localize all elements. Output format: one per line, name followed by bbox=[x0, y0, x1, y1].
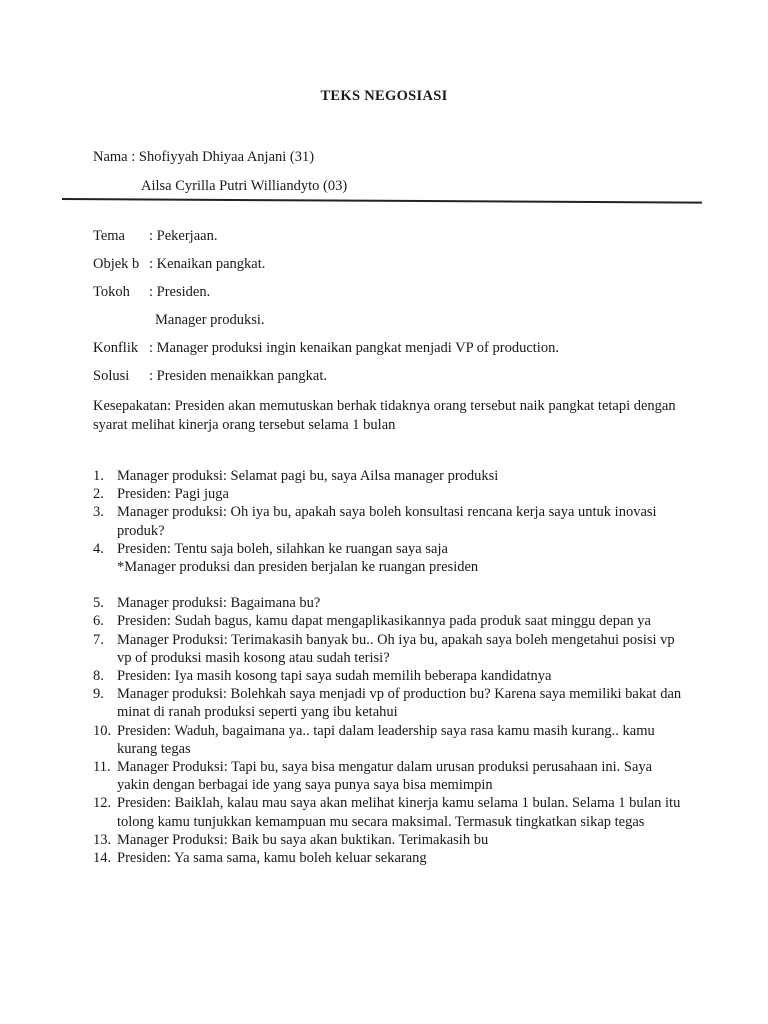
dialog-text: Manager produksi: Bolehkah saya menjadi vp of production bu? Karena saya memiliki bakat dan minat di ranah produksi seperti yang ibu ketahui bbox=[117, 686, 682, 721]
author-names bbox=[93, 143, 347, 201]
stage-direction: *Manager produksi dan presiden berjalan ke ruangan presiden bbox=[117, 559, 479, 576]
dialog-number: 9. bbox=[93, 686, 104, 703]
dialog-item bbox=[93, 540, 683, 576]
dialog-number: 12. bbox=[93, 795, 112, 812]
dialog-text: Presiden: Pagi juga bbox=[117, 486, 229, 503]
dialog-number: 1. bbox=[93, 468, 104, 484]
objek-value: : Kenaikan pangkat. bbox=[149, 256, 266, 272]
info-konflik bbox=[93, 339, 683, 367]
dialog-number: 11. bbox=[93, 759, 111, 776]
konflik-label: Konflik bbox=[93, 340, 139, 356]
tokoh-value: : Presiden. bbox=[149, 284, 211, 300]
objek-label: Objek b bbox=[93, 256, 140, 272]
dialog-text: Presiden: Ya sama sama, kamu boleh keluar sekarang bbox=[117, 850, 427, 867]
dialog-number: 2. bbox=[93, 486, 104, 503]
dialog-item bbox=[93, 612, 683, 630]
info-tokoh bbox=[93, 283, 683, 311]
dialog-item bbox=[93, 485, 683, 503]
dialog-text: Manager Produksi: Terimakasih banyak bu.. Oh iya bu, apakah saya boleh mengetahui posisi vp vp of produksi masih kosong atau sudah terisi? bbox=[117, 631, 675, 666]
dialog-item bbox=[93, 631, 683, 667]
dialog-text: Manager produksi: Bagaimana bu? bbox=[117, 595, 321, 612]
dialog-number: 6. bbox=[93, 613, 104, 630]
dialog-item bbox=[93, 849, 683, 867]
dialog-text: Presiden: Iya masih kosong tapi saya sudah memilih beberapa kandidatnya bbox=[117, 668, 552, 685]
dialog-item bbox=[93, 467, 683, 485]
dialog-number: 8. bbox=[93, 668, 104, 685]
dialog-item bbox=[93, 758, 683, 794]
tema-label: Tema bbox=[93, 228, 125, 244]
tokoh-label: Tokoh bbox=[93, 284, 130, 300]
info-tema bbox=[93, 227, 683, 255]
solusi-label: Solusi bbox=[93, 368, 130, 384]
dialog-number: 14. bbox=[93, 850, 112, 867]
dialog-number: 5. bbox=[93, 595, 104, 612]
solusi-value: : Presiden menaikkan pangkat. bbox=[149, 368, 327, 384]
dialog-number: 10. bbox=[93, 722, 112, 739]
dialog-number: 4. bbox=[93, 540, 104, 557]
dialog-item bbox=[93, 794, 683, 830]
document-title: TEKS NEGOSIASI bbox=[320, 88, 448, 104]
dialog-item bbox=[93, 503, 683, 539]
dialog-text: Manager Produksi: Baik bu saya akan buktikan. Terimakasih bu bbox=[117, 831, 489, 848]
dialog-list bbox=[93, 467, 683, 867]
dialog-item bbox=[93, 831, 683, 849]
kesepakatan-paragraph: Kesepakatan: Presiden akan memutuskan berhak tidaknya orang tersebut naik pangkat tetapi dengan syarat melihat kinerja orang tersebut selama 1 bulan bbox=[93, 398, 676, 433]
author-name-1: Nama : Shofiyyah Dhiyaa Anjani (31) bbox=[93, 149, 315, 165]
author-name-2: Ailsa Cyrilla Putri Williandyto (03) bbox=[141, 178, 348, 194]
dialog-number: 7. bbox=[93, 631, 104, 648]
dialog-number: 3. bbox=[93, 504, 104, 521]
dialog-text: Presiden: Baiklah, kalau mau saya akan melihat kinerja kamu selama 1 bulan. Selama 1 bulan itu tolong kamu tunjukkan kemampuan mu secara maksimal. Termasuk tingkatkan sikap tegas bbox=[117, 795, 681, 830]
dialog-number: 13. bbox=[93, 831, 112, 848]
tema-value: : Pekerjaan. bbox=[149, 228, 218, 244]
dialog-item bbox=[93, 685, 683, 721]
tokoh-value-2: Manager produksi. bbox=[155, 312, 265, 328]
dialog-item bbox=[93, 667, 683, 685]
dialog-item bbox=[93, 722, 683, 758]
konflik-value: : Manager produksi ingin kenaikan pangkat menjadi VP of production. bbox=[149, 340, 559, 356]
dialog-text: Manager produksi: Oh iya bu, apakah saya boleh konsultasi rencana kerja saya untuk inovasi produk? bbox=[117, 504, 657, 539]
dialog-text: Manager Produksi: Tapi bu, saya bisa mengatur dalam urusan produksi perusahaan ini. Saya yakin dengan berbagai ide yang saya punya saya bisa memimpin bbox=[117, 759, 653, 794]
dialog-text: Presiden: Sudah bagus, kamu dapat mengaplikasikannya pada produk saat minggu depan ya bbox=[117, 613, 651, 630]
dialog-item bbox=[93, 594, 683, 612]
info-solusi bbox=[93, 367, 683, 395]
info-objek bbox=[93, 255, 683, 283]
dialog-text: Manager produksi: Selamat pagi bu, saya Ailsa manager produksi bbox=[117, 468, 499, 484]
dialog-text: Presiden: Waduh, bagaimana ya.. tapi dalam leadership saya rasa kamu masih kurang.. kamu kurang tegas bbox=[117, 722, 655, 757]
negotiation-info bbox=[93, 227, 683, 435]
dialog-text: Presiden: Tentu saja boleh, silahkan ke ruangan saya saja bbox=[117, 540, 448, 557]
